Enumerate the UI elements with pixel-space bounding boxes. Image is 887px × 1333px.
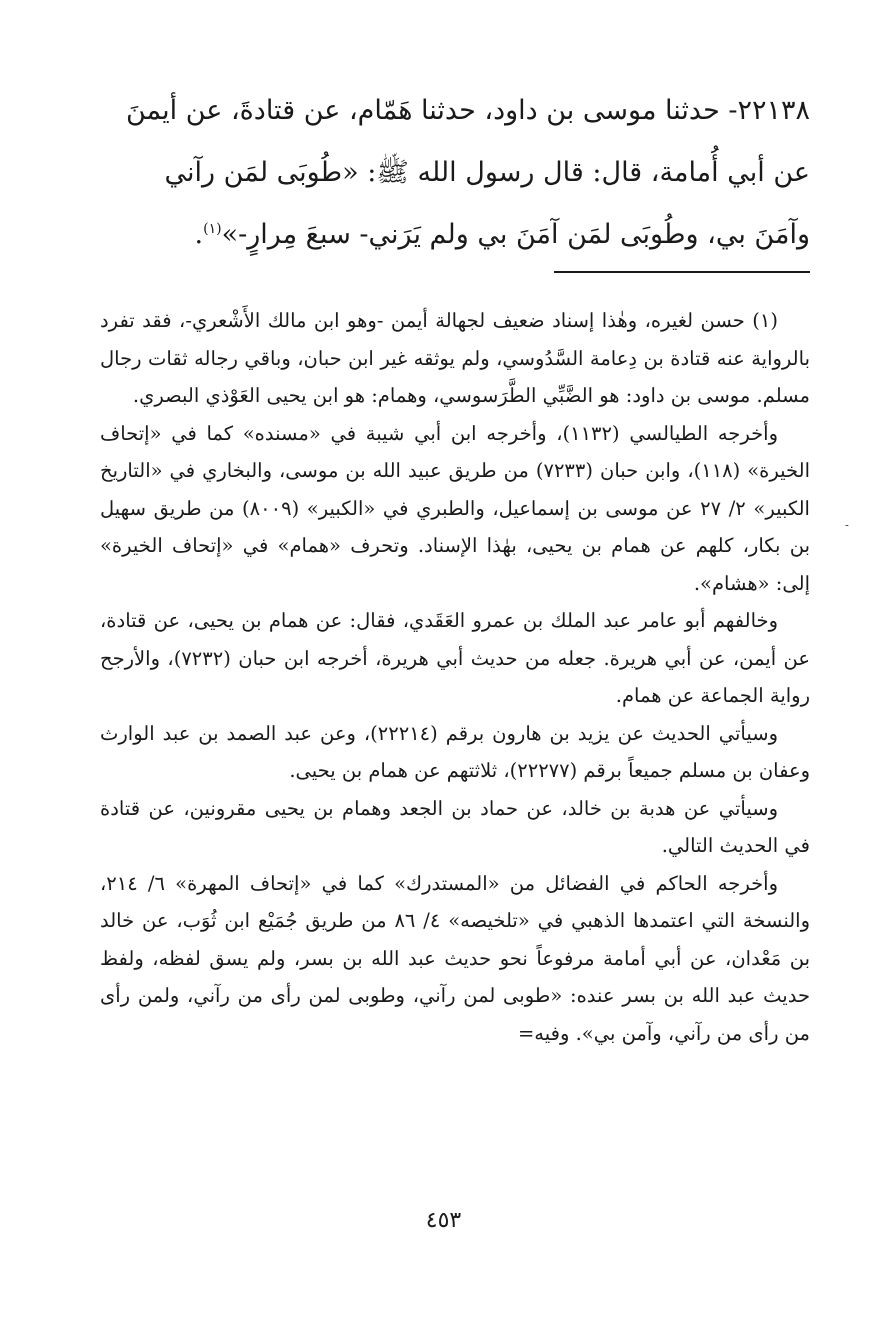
hadith-line <box>100 204 810 266</box>
hadith-line: عن أبي أُمامة، قال: قال رسول الله ﷺ: «طُوبَى لمَن رآني <box>164 157 810 188</box>
page-content <box>100 80 810 1045</box>
footnote-paragraph: وسيأتي عن هدبة بن خالد، عن حماد بن الجعد وهمام بن يحيى مقرونين، عن قتادة في الحديث التالي. <box>100 796 810 857</box>
footnote-reference: (١) <box>203 221 222 237</box>
footnote-divider <box>554 271 810 273</box>
footnote-paragraph: وأخرجه الطيالسي (١١٣٢)، وأخرجه ابن أبي شيبة في «مسنده» كما في «إتحاف الخيرة» (١١٨)، وابن حبان (٧٢٣٣) من طريق عبيد الله بن موسى، والبخاري في «التاريخ الكبير» ٢/ ٢٧ عن موسى بن إسماعيل، والطبري في «الكبير» (٨٠٠٩) من طريق سهيل بن بكار، كلهم عن همام بن يحيى، بهٰذا الإسناد. وتحرف «همام» في «إتحاف الخيرة» إلى: «هشام». <box>100 421 810 595</box>
margin-mark: ˗ <box>845 518 849 532</box>
footnotes <box>100 302 810 1052</box>
footnote-paragraph: وسيأتي الحديث عن يزيد بن هارون برقم (٢٢٢١٤)، وعن عبد الصمد بن عبد الوارث وعفان بن مسلم جميعاً برقم (٢٢٢٧٧)، ثلاثتهم عن همام بن يحيى. <box>100 721 810 782</box>
footnote-paragraph: (١) حسن لغيره، وهٰذا إسناد ضعيف لجهالة أيمن -وهو ابن مالك الأَشْعري-، فقد تفرد بالرواية عنه قتادة بن دِعامة السَّدُوسي، ولم يوثقه غير ابن حبان، وباقي رجاله ثقات رجال مسلم. موسى بن داود: هو الضَّبِّي الطَّرَسوسي، وهمام: هو ابن يحيى العَوْذي البصري. <box>100 309 810 407</box>
hadith-text <box>100 80 810 266</box>
footnote-paragraph: وأخرجه الحاكم في الفضائل من «المستدرك» كما في «إتحاف المهرة» ٦/ ٢١٤، والنسخة التي اعتمدها الذهبي في «تلخيصه» ٤/ ٨٦ من طريق جُمَيْع ابن ثُوَب، عن خالد بن مَعْدان، عن أبي أمامة مرفوعاً نحو حديث عبد الله بن بسر، ولم يسق لفظه، ولفظ حديث عبد الله بن بسر عنده: «طوبى لمن رآني، وطوبى لمن رأى من رآني، ولمن رأى من رأى من رآني، وآمن بي». وفيه= <box>100 871 810 1045</box>
hadith-line: ٢٢١٣٨- حدثنا موسى بن داود، حدثنا هَمّام، عن قتادةَ، عن أيمنَ <box>125 95 810 126</box>
page-number: ٤٥٣ <box>425 1208 462 1233</box>
hadith-line-end: . <box>194 219 204 250</box>
footnote-paragraph: وخالفهم أبو عامر عبد الملك بن عمرو العَقَدي، فقال: عن همام بن يحيى، عن قتادة، عن أيمن، عن أبي هريرة. جعله من حديث أبي هريرة، أخرجه ابن حبان (٧٢٣٢)، والأرجح رواية الجماعة عن همام. <box>100 609 810 707</box>
hadith-line-text: وآمَنَ بي، وطُوبَى لمَن آمَنَ بي ولم يَرَني- سبعَ مِرارٍ-» <box>221 219 810 250</box>
